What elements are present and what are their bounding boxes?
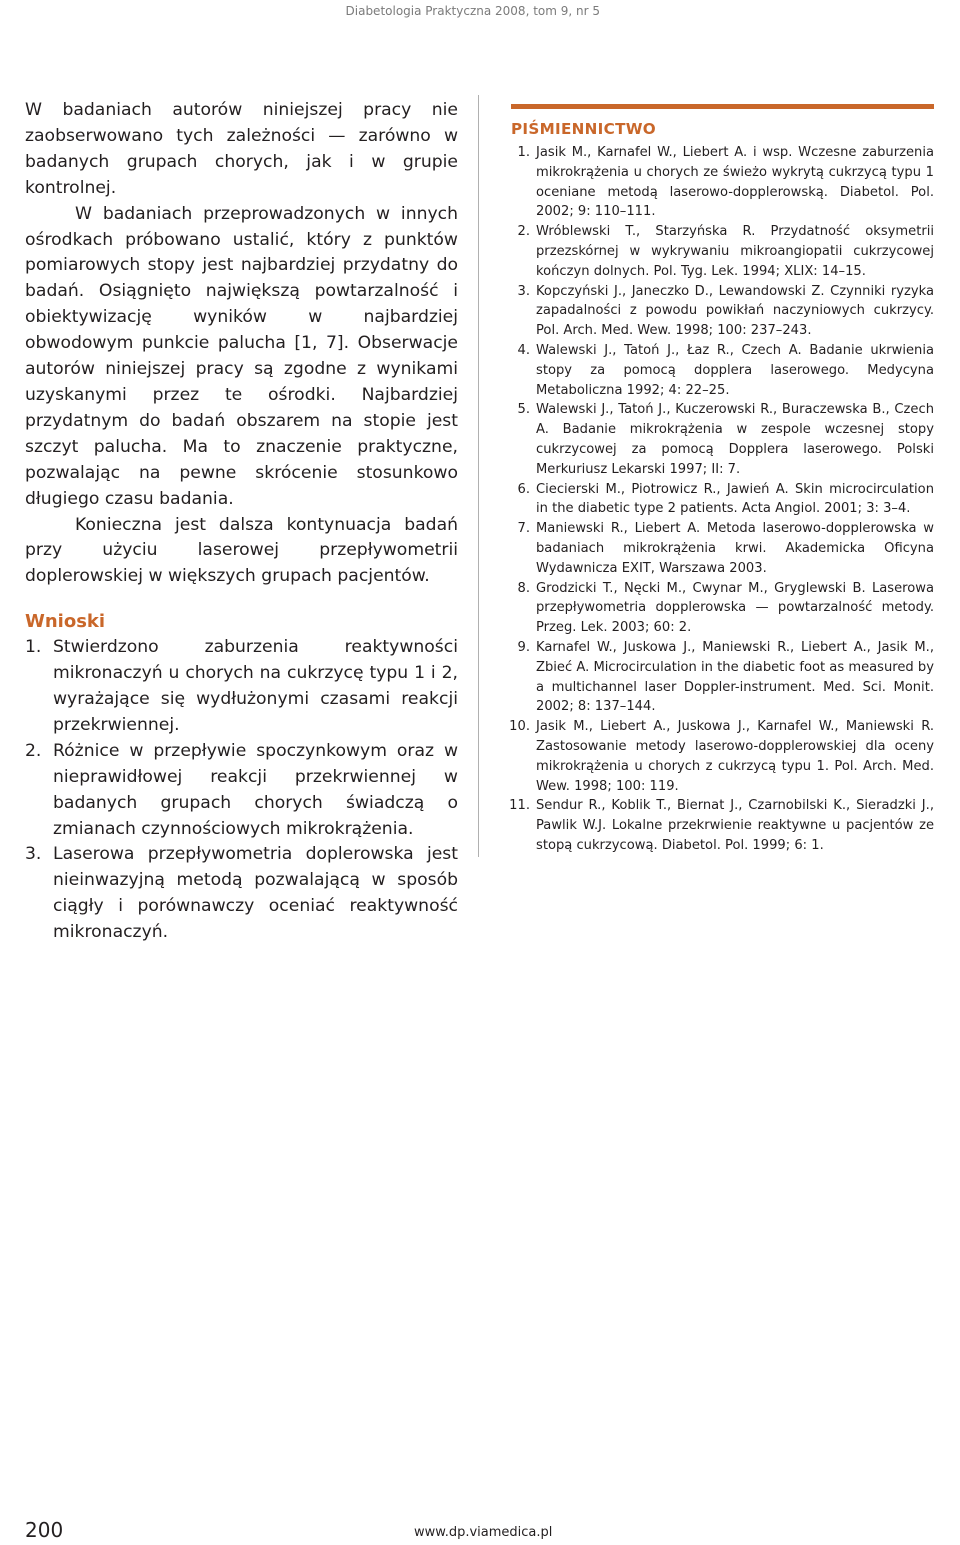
right-column: [511, 104, 934, 856]
reference-item: [511, 222, 934, 281]
reference-item: [511, 519, 934, 578]
conclusion-text: Laserowa przepływometria doplerowska jest nieinwazyjną metodą pozwalającą w sposób ciągły i porównawczy oceniać reaktywność mikronaczyń.: [53, 844, 458, 943]
conclusion-text: Różnice w przepływie spoczynkowym oraz w nieprawidłowej reakcji przekrwiennej w badanych grupach chorych świadczą o zmianach czynnościowych mikrokrążenia.: [53, 740, 458, 839]
reference-item: [511, 143, 934, 222]
reference-text: Jasik M., Karnafel W., Liebert A. i wsp. Wczesne zaburzenia mikrokrążenia u chorych ze świeżo wykrytą cukrzycą typu 1 oceniane metodą laserowo-dopplerowską. Diabetol. Pol. 2002; 9: 110–111.: [536, 145, 934, 220]
reference-text: Ciecierski M., Piotrowicz R., Jawień A. Skin microcirculation in the diabetic type 2 patients. Acta Angiol. 2001; 3: 3–4.: [536, 481, 934, 517]
body-paragraph: Konieczna jest dalsza kontynuacja badań przy użyciu laserowej przepływometrii doplerowskiej w większych grupach pacjentów.: [25, 514, 458, 587]
reference-item: [511, 638, 934, 717]
reference-text: Wróblewski T., Starzyńska R. Przydatność oksymetrii przezskórnej w wykrywaniu mikroangiopatii cukrzycowej kończyn dolnych. Pol. Tyg. Lek. 1994; XLIX: 14–15.: [536, 224, 934, 279]
reference-item: [511, 480, 934, 520]
reference-text: Walewski J., Tatoń J., Kuczerowski R., Buraczewska B., Czech A. Badanie mikrokrążenia w zespole wczesnej stopy cukrzycowej za pomocą Dopplera laserowego. Polski Merkuriusz Lekarski 1997; II: 7.: [536, 402, 934, 477]
reference-number: 6.: [517, 481, 530, 497]
body-paragraph: W badaniach autorów niniejszej pracy nie zaobserwowano tych zależności — zarówno w badanych grupach chorych, jak i w grupie kontrolnej.: [25, 100, 458, 198]
reference-text: Jasik M., Liebert A., Juskowa J., Karnafel W., Maniewski R. Zastosowanie metody laserowo-dopplerowskiej dla oceny mikrokrążenia u chorych z cukrzycą typu 1. Pol. Arch. Med. Wew. 1998; 100: 119.: [536, 719, 934, 794]
reference-text: Grodzicki T., Nęcki M., Cwynar M., Gryglewski B. Laserowa przepływometria dopplerowska — powtarzalność metody. Przeg. Lek. 2003; 60: 2.: [536, 580, 934, 636]
reference-text: Maniewski R., Liebert A. Metoda laserowo-dopplerowska w badaniach mikrokrążenia krwi. Akademicka Oficyna Wydawnicza EXIT, Warszawa 2003.: [536, 521, 934, 576]
reference-number: 11.: [509, 798, 530, 814]
reference-item: [511, 400, 934, 479]
running-header: [0, 0, 960, 24]
page-number: 200: [25, 1518, 64, 1542]
reference-item: [511, 282, 934, 341]
conclusions-list: [25, 635, 458, 946]
conclusion-number: 1.: [25, 637, 42, 658]
reference-item: [511, 341, 934, 400]
running-title: Diabetologia Praktyczna 2008, tom 9, nr 5: [345, 4, 600, 18]
reference-item: [511, 717, 934, 796]
conclusion-item: [25, 739, 458, 843]
reference-number: 1.: [517, 145, 530, 160]
conclusion-number: 3.: [25, 844, 42, 865]
reference-text: Kopczyński J., Janeczko D., Lewandowski Z. Czynniki ryzyka zapadalności z powodu powikłań naczyniowych cukrzycy. Pol. Arch. Med. Wew. 1998; 100: 237–243.: [536, 283, 934, 339]
left-column: [25, 98, 458, 946]
reference-number: 8.: [517, 580, 530, 596]
reference-number: 5.: [517, 402, 530, 418]
column-divider: [478, 95, 479, 857]
footer-url-link[interactable]: www.dp.viamedica.pl: [414, 1525, 553, 1540]
body-paragraph: W badaniach przeprowadzonych w innych ośrodkach próbowano ustalić, który z punktów pomiarowych stopy jest najbardziej przydatny do badań. Osiągnięto największą powtarzalność i obiektywizację wyników w najbardziej obwodowym punkcie palucha [1, 7]. Obserwacje autorów niniejszej pracy są zgodne z wynikami uzyskanymi przez te ośrodki. Najbardziej przydatnym do badań obszarem na stopie jest szczyt palucha. Ma to znaczenie praktyczne, pozwalając na pewne skrócenie stosunkowo długiego czasu badania.: [25, 203, 458, 509]
reference-item: [511, 796, 934, 855]
reference-text: Walewski J., Tatoń J., Łaz R., Czech A. Badanie ukrwienia stopy za pomocą dopplera laserowego. Medycyna Metaboliczna 1992; 4: 22–25.: [536, 342, 934, 398]
references-top-rule: [511, 104, 934, 109]
conclusion-number: 2.: [25, 740, 42, 761]
reference-text: Sendur R., Koblik T., Biernat J., Czarnobilski K., Sieradzki J., Pawlik W.J. Lokalne przekrwienie reaktywne u pacjentów ze stopą cukrzycową. Diabetol. Pol. 1999; 6: 1.: [536, 798, 934, 853]
conclusion-item: [25, 635, 458, 739]
conclusion-text: Stwierdzono zaburzenia reaktywności mikronaczyń u chorych na cukrzycę typu 1 i 2, wyrażające się wydłużonymi czasami reakcji przekrwiennej.: [53, 637, 458, 735]
reference-number: 10.: [509, 719, 530, 735]
reference-number: 3.: [517, 283, 530, 299]
reference-number: 7.: [517, 521, 530, 537]
references-list: [511, 143, 934, 856]
references-heading: PIŚMIENNICTWO: [511, 120, 656, 138]
reference-number: 9.: [517, 639, 530, 655]
reference-text: Karnafel W., Juskowa J., Maniewski R., Liebert A., Jasik M., Zbieć A. Microcirculation in the diabetic foot as measured by a multichannel laser Doppler-instrument. Med. Sci. Monit. 2002; 8: 137–144.: [536, 639, 934, 715]
conclusion-item: [25, 842, 458, 946]
reference-number: 4.: [517, 342, 530, 358]
reference-number: 2.: [517, 224, 530, 240]
reference-item: [511, 579, 934, 638]
conclusions-heading: Wnioski: [25, 611, 106, 633]
